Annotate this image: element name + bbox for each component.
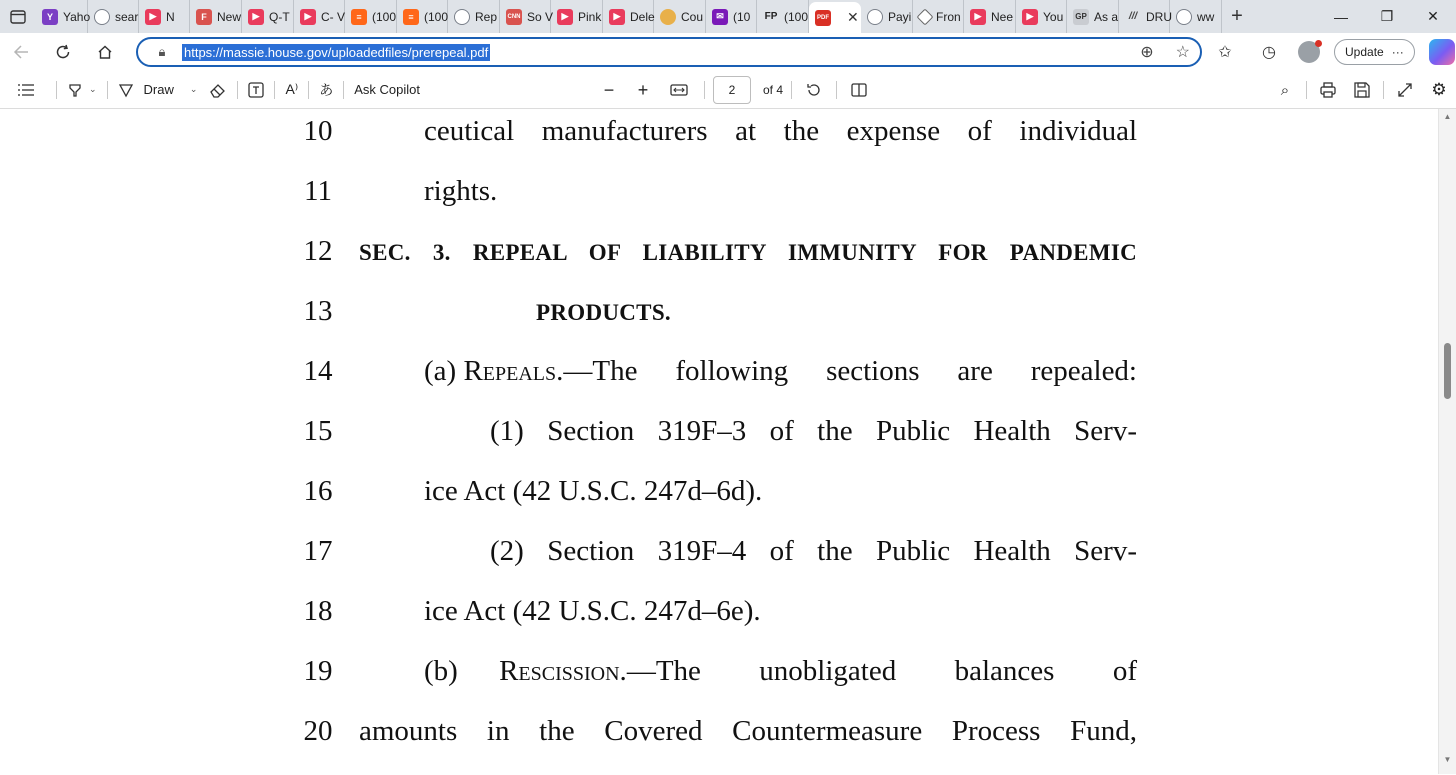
draw-label: Draw	[143, 82, 174, 97]
tab[interactable]: Payi	[861, 0, 913, 33]
line-text: ice Act (42 U.S.C. 247d–6d).	[424, 475, 763, 507]
divider	[343, 81, 344, 99]
update-label: Update	[1345, 45, 1384, 59]
minimize-icon[interactable]: —	[1334, 8, 1348, 25]
youtube-icon: ▶	[145, 9, 161, 25]
line-number: 16	[303, 475, 333, 507]
tab[interactable]: CNN So V	[500, 0, 551, 33]
translate-button[interactable]	[313, 71, 339, 109]
read-aloud-icon: A⁾	[285, 81, 299, 97]
tab-active-pdf[interactable]	[809, 2, 861, 33]
section-heading: PRODUCTS.	[536, 300, 671, 325]
tab[interactable]: GP As a	[1067, 0, 1119, 33]
copilot-icon[interactable]	[1429, 39, 1455, 65]
document-line	[0, 295, 1456, 355]
tab[interactable]: Cou	[654, 0, 706, 33]
tab[interactable]: Y Yaho	[36, 0, 88, 33]
document-line	[0, 355, 1456, 415]
text-box-icon	[248, 82, 264, 98]
mm-icon: ///	[1128, 11, 1138, 22]
tab[interactable]: ▶ You	[1016, 0, 1067, 33]
coin-icon	[660, 9, 676, 25]
line-number: 10	[303, 115, 333, 147]
contents-button[interactable]	[0, 71, 52, 109]
line-number: 15	[303, 415, 333, 447]
fp-icon: FP	[764, 11, 778, 22]
line-text: (1) Section 319F–3 of the Public Health Serv-	[490, 415, 1137, 447]
yahoo-icon: Y	[42, 9, 58, 25]
section-heading: SEC. 3. REPEAL OF LIABILITY IMMUNITY FOR PANDEMIC	[359, 240, 1137, 265]
divider	[274, 81, 275, 99]
refresh-button[interactable]	[42, 33, 84, 71]
address-row	[0, 33, 1456, 71]
line-number: 12	[303, 235, 333, 267]
news-icon: F	[196, 9, 212, 25]
globe-icon	[454, 9, 470, 25]
profile-avatar[interactable]	[1298, 41, 1320, 63]
home-button[interactable]	[84, 33, 126, 71]
page-icon	[94, 9, 110, 25]
document-line	[0, 595, 1456, 655]
youtube-icon: ▶	[248, 9, 264, 25]
pdf-page-view[interactable]	[0, 109, 1456, 774]
line-text: rights.	[424, 175, 498, 207]
document-line	[0, 175, 1456, 235]
more-options-icon: ···	[1391, 45, 1404, 59]
document-line	[0, 715, 1456, 775]
settings-button[interactable]	[1422, 71, 1456, 109]
new-tab-button[interactable]: +	[1231, 5, 1243, 27]
refresh-icon	[55, 44, 71, 60]
subsection-heading: Rescission.	[499, 655, 627, 687]
gear-icon: ⚙	[1431, 80, 1447, 99]
chevron-down-icon: ⌄	[89, 84, 97, 94]
window-controls	[1318, 0, 1456, 33]
substack-icon: ≡	[351, 9, 367, 25]
expand-icon	[1397, 82, 1413, 98]
fullscreen-button[interactable]	[1388, 71, 1422, 109]
plus-icon: +	[637, 79, 649, 100]
tab[interactable]: ▶ C- V	[294, 0, 345, 33]
page-icon	[1176, 9, 1192, 25]
document-line	[0, 235, 1456, 295]
line-number: 19	[303, 655, 333, 687]
line-text: (b) Rescission. —The unobligated balances of	[424, 655, 1137, 687]
update-button[interactable]	[1334, 39, 1415, 65]
ask-copilot-label: Ask Copilot	[354, 82, 420, 97]
tab[interactable]: /// DRU	[1119, 0, 1170, 33]
tab-actions-menu[interactable]	[0, 0, 36, 33]
line-text: ceutical manufacturers at the expense of individual	[424, 115, 1137, 147]
pen-icon	[118, 82, 134, 98]
fit-width-icon	[670, 84, 688, 96]
youtube-icon: ▶	[300, 9, 316, 25]
fit-page-button[interactable]	[662, 71, 696, 109]
print-icon	[1320, 82, 1336, 98]
yahoo-mail-icon: ✉	[712, 9, 728, 25]
document-line	[0, 415, 1456, 475]
home-icon	[97, 44, 113, 60]
pdf-icon: PDF	[815, 10, 831, 26]
gp-icon: GP	[1073, 9, 1089, 25]
read-aloud-button[interactable]	[279, 71, 304, 109]
line-text: amounts in the Covered Countermeasure Process Fund,	[359, 715, 1137, 747]
back-arrow-icon	[13, 45, 29, 59]
vertical-scrollbar[interactable]	[1438, 109, 1456, 774]
diamond-icon	[917, 8, 934, 25]
line-number: 17	[303, 535, 333, 567]
tab[interactable]: ≡ (100	[397, 0, 448, 33]
zoom-icon[interactable]: ⊕	[1140, 44, 1154, 61]
ask-copilot-button[interactable]	[348, 71, 426, 109]
lock-icon[interactable]: 🔒︎	[158, 44, 166, 59]
find-button[interactable]	[1268, 71, 1302, 109]
add-text-button[interactable]	[242, 71, 270, 109]
cnn-icon: CNN	[506, 9, 522, 25]
close-window-icon[interactable]: ✕	[1427, 8, 1439, 24]
globe-icon	[867, 9, 883, 25]
minus-icon: −	[603, 79, 615, 100]
chevron-down-icon: ⌄	[189, 84, 198, 94]
line-text: ice Act (42 U.S.C. 247d–6e).	[424, 595, 761, 627]
divider	[107, 81, 108, 99]
zoom-in-button[interactable]	[628, 71, 658, 109]
back-button[interactable]	[0, 33, 42, 71]
tab[interactable]: ▶ Dele	[603, 0, 654, 33]
tab[interactable]: ≡ (100	[345, 0, 397, 33]
close-tab-icon[interactable]: ✕	[847, 9, 859, 25]
subsection-heading: Repeals.	[463, 355, 564, 387]
favorites-icon[interactable]: ✩	[1218, 44, 1232, 61]
highlight-button[interactable]	[61, 71, 103, 109]
line-number: 20	[303, 715, 333, 747]
line-number: 13	[303, 295, 333, 327]
tab[interactable]: ▶ N	[139, 0, 190, 33]
rotate-icon	[806, 82, 822, 98]
tab[interactable]: ✉ (10	[706, 0, 757, 33]
tab[interactable]: FP (100	[757, 0, 809, 33]
document-line	[0, 655, 1456, 715]
youtube-icon: ▶	[970, 9, 986, 25]
youtube-icon: ▶	[557, 9, 573, 25]
page-view-button[interactable]	[845, 71, 873, 109]
save-button[interactable]	[1345, 71, 1379, 109]
erase-button[interactable]	[203, 71, 233, 109]
tab[interactable]: F New	[190, 0, 242, 33]
save-icon	[1354, 82, 1370, 98]
scroll-up-icon[interactable]: ▲	[1443, 112, 1452, 121]
highlighter-icon	[67, 82, 83, 98]
page-view-icon	[851, 83, 867, 97]
eraser-icon	[209, 82, 227, 98]
page-count: of 4	[763, 83, 784, 97]
tab[interactable]: ww	[1170, 0, 1222, 33]
print-button[interactable]	[1311, 71, 1345, 109]
line-text: (2) Section 319F–4 of the Public Health Serv-	[490, 535, 1137, 567]
line-number: 18	[303, 595, 333, 627]
tab[interactable]: ▶ Nee	[964, 0, 1016, 33]
tab[interactable]: ▶ Pink	[551, 0, 603, 33]
tab-strip	[0, 0, 1456, 33]
draw-button[interactable]	[112, 71, 204, 109]
divider	[1383, 81, 1384, 99]
divider	[791, 81, 792, 99]
substack-icon: ≡	[403, 9, 419, 25]
tab[interactable]: Fron	[913, 0, 964, 33]
restore-icon[interactable]: ❐	[1380, 8, 1394, 24]
line-text: (a) Repeals. —The following sections are repealed:	[424, 355, 1137, 387]
divider	[704, 81, 705, 99]
line-number: 11	[304, 175, 332, 207]
tab[interactable]: ▶ Q-T	[242, 0, 294, 33]
page-number-input[interactable]: 2	[713, 76, 751, 104]
tab[interactable]: Rep	[448, 0, 500, 33]
favorite-star-icon[interactable]: ☆	[1175, 44, 1190, 61]
address-bar[interactable]	[136, 37, 1202, 67]
youtube-icon: ▶	[609, 9, 625, 25]
list-icon	[18, 84, 34, 96]
pdf-toolbar	[0, 71, 1456, 109]
scroll-down-icon[interactable]: ▼	[1443, 755, 1452, 764]
document-line	[0, 535, 1456, 595]
document-line	[0, 115, 1456, 175]
tab[interactable]: sear	[88, 0, 139, 33]
translate-icon: あ	[319, 81, 334, 98]
document-line	[0, 475, 1456, 535]
divider	[308, 81, 309, 99]
search-icon: ⌕	[1280, 81, 1290, 99]
divider	[237, 81, 238, 99]
url-text[interactable]: https://massie.house.gov/uploadedfiles/prerepeal.pdf	[184, 44, 489, 60]
zoom-out-button[interactable]	[594, 71, 624, 109]
divider	[56, 81, 57, 99]
divider	[836, 81, 837, 99]
youtube-icon: ▶	[1022, 9, 1038, 25]
rotate-button[interactable]	[800, 71, 828, 109]
line-number: 14	[303, 355, 333, 387]
divider	[1306, 81, 1307, 99]
tab-actions-icon	[10, 10, 26, 24]
scrollbar-thumb[interactable]	[1444, 343, 1451, 399]
history-icon[interactable]: ◷	[1262, 44, 1276, 61]
